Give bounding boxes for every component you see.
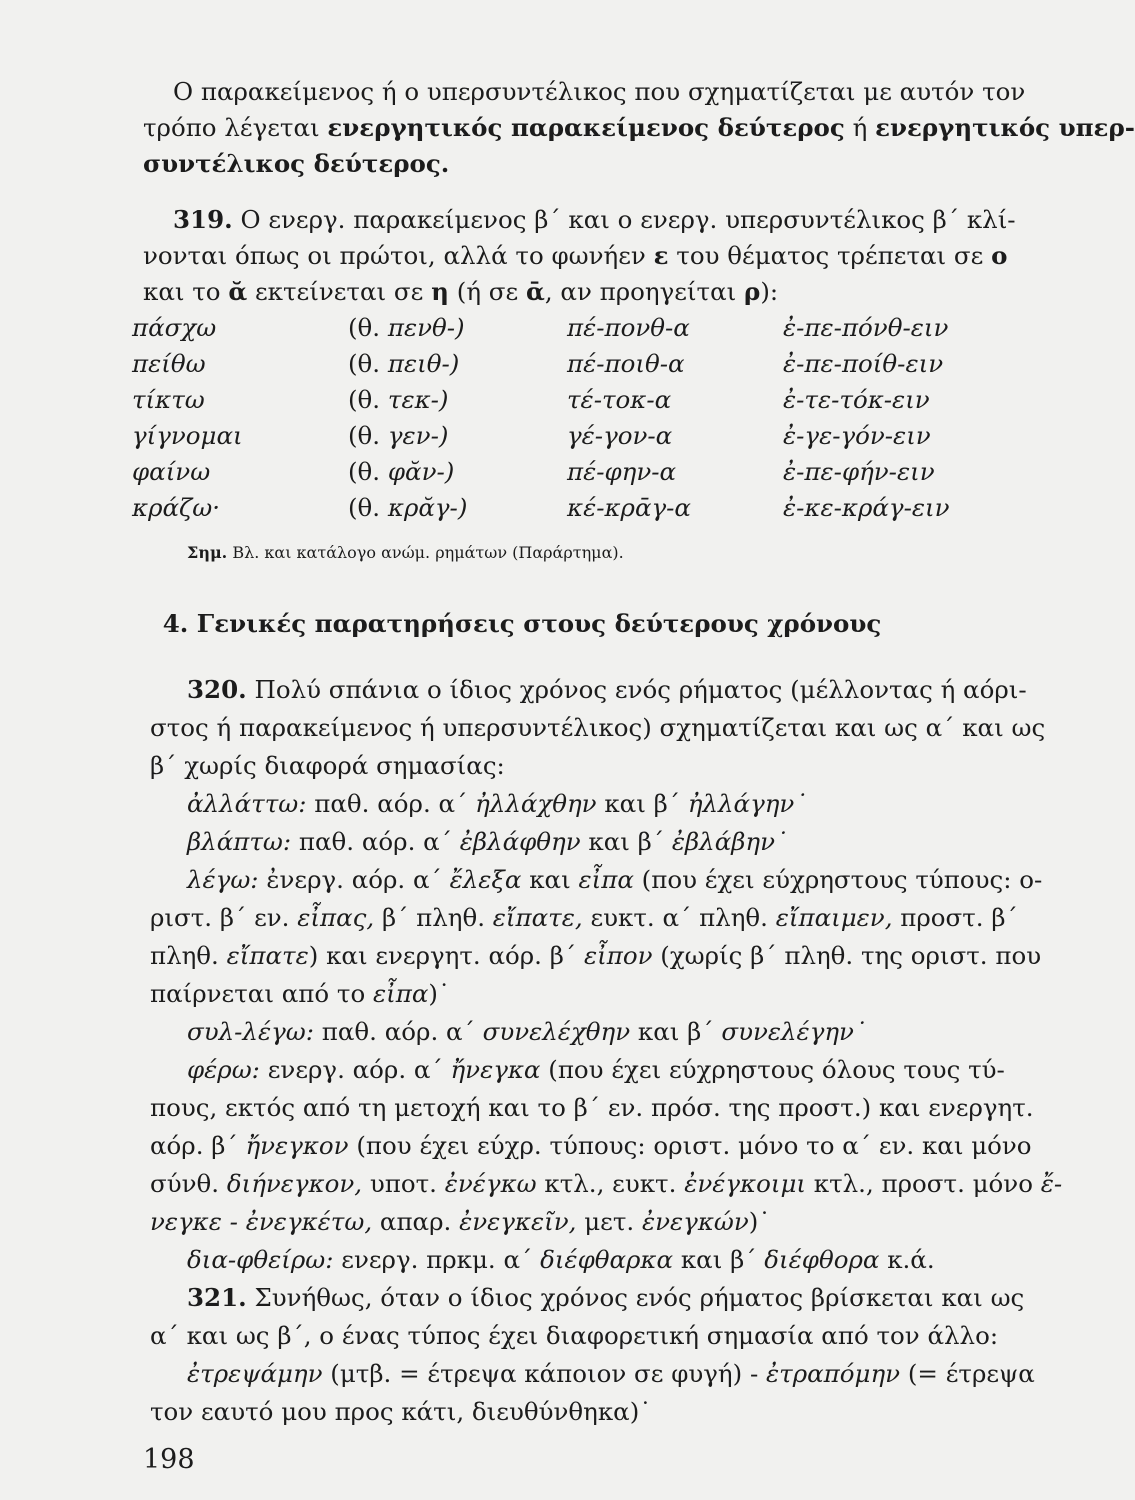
section-321-line-1: 321. Συνήθως, όταν ο ίδιος χρόνος ενός ρήματος βρίσκεται και ως: [187, 1283, 1025, 1312]
example-fero-line-2: πους, εκτός από τη μετοχή και το β΄ εν. πρόσ. της προστ.) και ενεργητ.: [150, 1093, 1034, 1122]
verb: τίκτω: [132, 385, 205, 414]
example-fero-line-5: νεγκε - ἐνεγκέτω, απαρ. ἐνεγκεῖν, μετ. ἐνεγκών)˙: [150, 1207, 771, 1236]
section-number: 319.: [173, 205, 233, 234]
pluperfect-form: ἐ-γε-γόν-ειν: [783, 421, 931, 450]
section-321-line-3: ἐτρεψάμην (μτβ. = έτρεψα κάποιον σε φυγή) - ἐτραπόμην (= έτρεψα: [187, 1359, 1035, 1388]
section-320-line-2: στος ή παρακείμενος ή υπερσυντέλικος) σχηματίζεται και ως α΄ και ως: [150, 713, 1046, 742]
stem: (θ. τεκ-): [348, 385, 449, 414]
section-320-line-3: β΄ χωρίς διαφορά σημασίας:: [150, 751, 505, 780]
verb: πάσχω: [132, 313, 217, 342]
example-lego: λέγω: ἐνεργ. αόρ. α΄ ἔλεξα και εἶπα (που έχει εύχρηστους τύπους: ο-: [187, 865, 1043, 894]
section-number: 321.: [187, 1283, 247, 1312]
page-number: 198: [143, 1444, 195, 1475]
stem: (θ. κρᾰγ-): [348, 493, 468, 522]
pluperfect-form: ἐ-πε-φήν-ειν: [783, 457, 935, 486]
section-320-line-1: 320. Πολύ σπάνια ο ίδιος χρόνος ενός ρήματος (μέλλοντας ή αόρι-: [187, 675, 1027, 704]
pluperfect-form: ἐ-τε-τόκ-ειν: [783, 385, 930, 414]
example-diaftheiro: δια-φθείρω: ενεργ. πρκμ. α΄ διέφθαρκα και β΄ διέφθορα κ.ά.: [187, 1245, 935, 1274]
pluperfect-form: ἐ-κε-κράγ-ειν: [783, 493, 950, 522]
section-319-line-1: 319. Ο ενεργ. παρακείμενος β΄ και ο ενεργ. υπερσυντέλικος β΄ κλί-: [173, 205, 1016, 234]
section-321-line-2: α΄ και ως β΄, ο ένας τύπος έχει διαφορετική σημασία από τον άλλο:: [150, 1321, 999, 1350]
section-321-line-4: τον εαυτό μου προς κάτι, διευθύνθηκα)˙: [150, 1397, 652, 1426]
example-syllego: συλ-λέγω: παθ. αόρ. α΄ συνελέχθην και β΄ συνελέγην˙: [187, 1017, 867, 1046]
perfect-form: γέ-γον-α: [567, 421, 673, 450]
perfect-form: τέ-τοκ-α: [567, 385, 672, 414]
perfect-form: κέ-κρᾱγ-α: [567, 493, 691, 522]
intro-line-1: Ο παρακείμενος ή ο υπερσυντέλικος που σχηματίζεται με αυτόν τον: [173, 77, 1026, 106]
example-lego-line-4: παίρνεται από το εἶπα)˙: [150, 979, 451, 1008]
perfect-form: πέ-πονθ-α: [567, 313, 690, 342]
verb: πείθω: [132, 349, 206, 378]
section-heading: 4. Γενικές παρατηρήσεις στους δεύτερους χρόνους: [162, 609, 882, 638]
stem: (θ. φᾰν-): [348, 457, 455, 486]
pluperfect-form: ἐ-πε-ποίθ-ειν: [783, 349, 944, 378]
perfect-form: πέ-φην-α: [567, 457, 677, 486]
pluperfect-form: ἐ-πε-πόνθ-ειν: [783, 313, 949, 342]
example-fero: φέρω: ενεργ. αόρ. α΄ ἤνεγκα (που έχει εύχρηστους όλους τους τύ-: [187, 1055, 1005, 1084]
example-fero-line-3: αόρ. β΄ ἤνεγκον (που έχει εύχρ. τύπους: οριστ. μόνο το α΄ εν. και μόνο: [150, 1131, 1032, 1160]
intro-line-3: συντέλικος δεύτερος.: [143, 149, 450, 178]
example-lego-line-2: ριστ. β΄ εν. εἶπας, β΄ πληθ. εἴπατε, ευκτ. α΄ πληθ. εἴπαιμεν, προστ. β΄: [150, 903, 1018, 932]
verb: κράζω·: [132, 493, 221, 522]
note: Σημ. Βλ. και κατάλογο ανώμ. ρημάτων (Παράρτημα).: [187, 543, 624, 562]
example-vlapto: βλάπτω: παθ. αόρ. α΄ ἐβλάφθην και β΄ ἐβλάβην˙: [187, 827, 788, 856]
section-319-line-3: και το ᾰ εκτείνεται σε η (ή σε ᾱ, αν προηγείται ρ):: [143, 277, 779, 306]
intro-line-2: τρόπο λέγεται ενεργητικός παρακείμενος δεύτερος ή ενεργητικός υπερ-: [143, 113, 1135, 142]
example-allatto: ἀλλάττω: παθ. αόρ. α΄ ἠλλάχθην και β΄ ἠλλάγην˙: [187, 789, 807, 818]
stem: (θ. πενθ-): [348, 313, 465, 342]
section-number: 320.: [187, 675, 247, 704]
stem: (θ. γεν-): [348, 421, 449, 450]
example-lego-line-3: πληθ. εἴπατε) και ενεργητ. αόρ. β΄ εἶπον (χωρίς β΄ πληθ. της οριστ. που: [150, 941, 1042, 970]
verb: γίγνομαι: [132, 421, 243, 450]
section-319-line-2: νονται όπως οι πρώτοι, αλλά το φωνήεν ε του θέματος τρέπεται σε ο: [143, 241, 1008, 270]
verb: φαίνω: [132, 457, 211, 486]
stem: (θ. πειθ-): [348, 349, 460, 378]
example-fero-line-4: σύνθ. διήνεγκον, υποτ. ἐνέγκω κτλ., ευκτ. ἐνέγκοιμι κτλ., προστ. μόνο ἔ-: [150, 1169, 1063, 1198]
perfect-form: πέ-ποιθ-α: [567, 349, 685, 378]
